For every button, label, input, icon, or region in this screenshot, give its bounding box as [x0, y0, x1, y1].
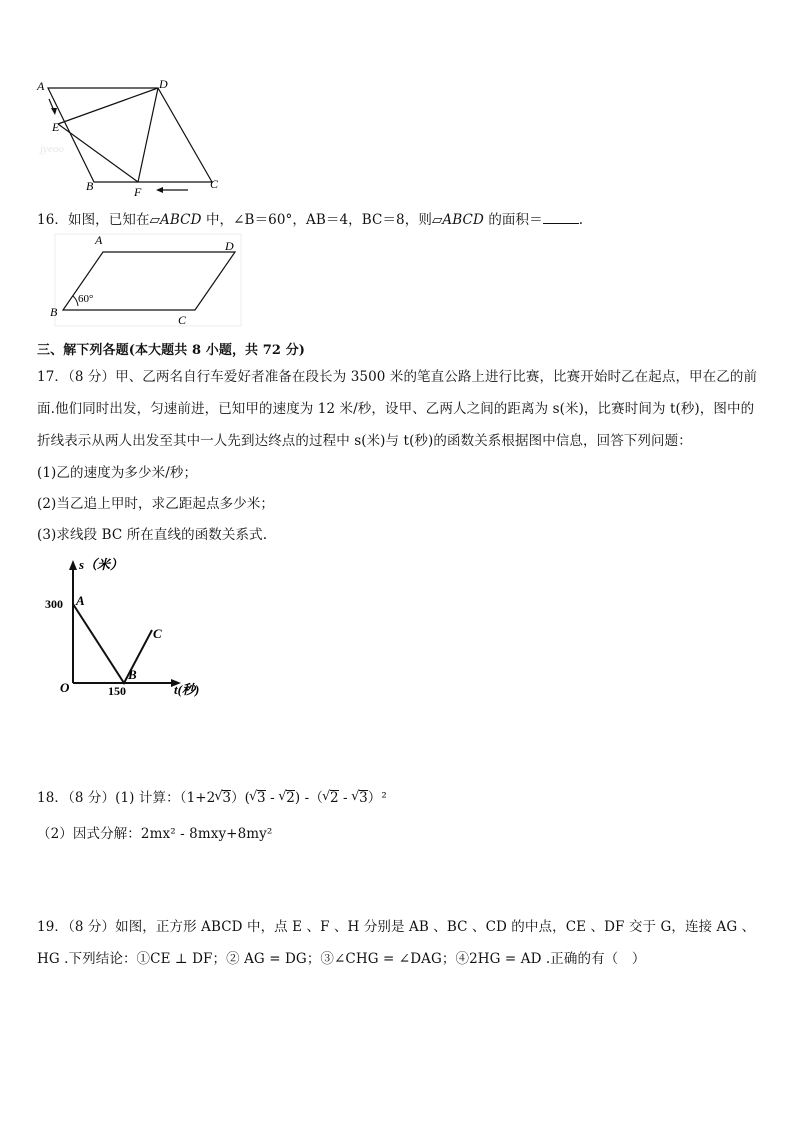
watermark: jyeoo — [40, 143, 64, 155]
segment-ed — [58, 88, 158, 124]
sqrt-3: √ 3 — [352, 790, 368, 806]
sqrt-3: √ 3 — [215, 790, 231, 806]
x-axis-label: t(秒) — [174, 682, 200, 697]
q19-line-1: 19．（8 分）如图，正方形 ABCD 中，点 E 、F 、H 分别是 AB 、BC 、CD 的中点，CE 、DF 交于 G，连接 AG 、 — [37, 919, 756, 935]
label-b: B — [50, 305, 58, 319]
q16-end: . — [578, 212, 584, 228]
label-a: A — [95, 233, 103, 247]
section-title: 三、解下列各题(本大题共 8 小题，共 72 分) — [37, 343, 306, 358]
y-axis-label: s（米） — [79, 557, 124, 572]
label-d: D — [225, 239, 234, 253]
y-axis-arrow-icon — [69, 560, 77, 570]
figure-rhombus-moving-points — [30, 72, 230, 200]
sqrt-2: √ 2 — [323, 790, 339, 806]
origin-label: O — [60, 680, 70, 695]
label-d: D — [159, 77, 168, 91]
segment-fd — [138, 88, 158, 182]
label-e: E — [52, 120, 60, 134]
sqrt-2: √ 2 — [279, 790, 295, 806]
q17-sub-3: (3)求线段 BC 所在直线的函数关系式. — [37, 527, 268, 543]
label-f: F — [134, 185, 142, 199]
q19-line-2: HG .下列结论：①CE ⊥ DF；② AG = DG；③∠CHG = ∠DAG；④2HG = AD .正确的有（ ） — [37, 951, 646, 967]
point-c-label: C — [153, 626, 162, 641]
label-c: C — [210, 177, 219, 191]
q16-shape-1: ▱ABCD — [149, 212, 202, 228]
q17-function-graph — [40, 552, 230, 702]
q17-line-1: 17．（8 分）甲、乙两名自行车爱好者准备在段长为 3500 米的笔直公路上进行比赛，比赛开始时乙在起点，甲在乙的前 — [37, 369, 758, 385]
q17-sub-2: (2)当乙追上甲时，求乙距起点多少米； — [37, 496, 275, 512]
arrow-head-down-icon — [51, 108, 57, 115]
q18-prefix: 18．（8 分）(1) 计算：（1+2 — [37, 790, 216, 806]
sqrt-3: √ 3 — [250, 790, 266, 806]
x-tick-150: 150 — [108, 684, 126, 698]
point-b-label: B — [128, 667, 137, 682]
q17-line-3: 折线表示从两人出发至其中一人先到达终点的过程中 s(米)与 t(秒)的函数关系根据图中信息，回答下列问题： — [37, 433, 692, 449]
label-a: A — [37, 79, 45, 93]
broken-line-abc — [73, 604, 152, 683]
q17-sub-1: (1)乙的速度为多少米/秒； — [37, 465, 198, 481]
q16-conditions: 中，∠B＝60°，AB＝4，BC＝8，则 — [201, 212, 432, 228]
label-c: C — [178, 313, 187, 327]
question-16 — [37, 208, 583, 228]
q18-part-2: （2）因式分解：2mx² - 8mxy+8my² — [37, 826, 273, 842]
y-tick-300: 300 — [45, 597, 63, 611]
q16-shape-2: ▱ABCD — [431, 212, 484, 228]
q16-ask: 的面积＝ — [483, 212, 543, 228]
answer-blank — [543, 211, 579, 224]
label-b: B — [86, 179, 94, 193]
q18-part-1: 18．（8 分）(1) 计算：（1+2√ 3）(√ 3 - √ 2) -（√ 2 - √ 3）² — [37, 786, 387, 806]
q17-line-2: 面.他们同时出发，匀速前进，已知甲的速度为 12 米/秒，设甲、乙两人之间的距离为 s(米)，比赛时间为 t(秒)，图中的 — [37, 401, 755, 417]
figure-parallelogram-60 — [45, 232, 245, 328]
arrow-head-left-icon — [156, 187, 163, 193]
angle-label: 60° — [78, 293, 94, 305]
point-a-label: A — [76, 593, 85, 608]
segment-ef — [58, 124, 138, 182]
q16-number: 16．如图，已知在 — [37, 212, 150, 228]
